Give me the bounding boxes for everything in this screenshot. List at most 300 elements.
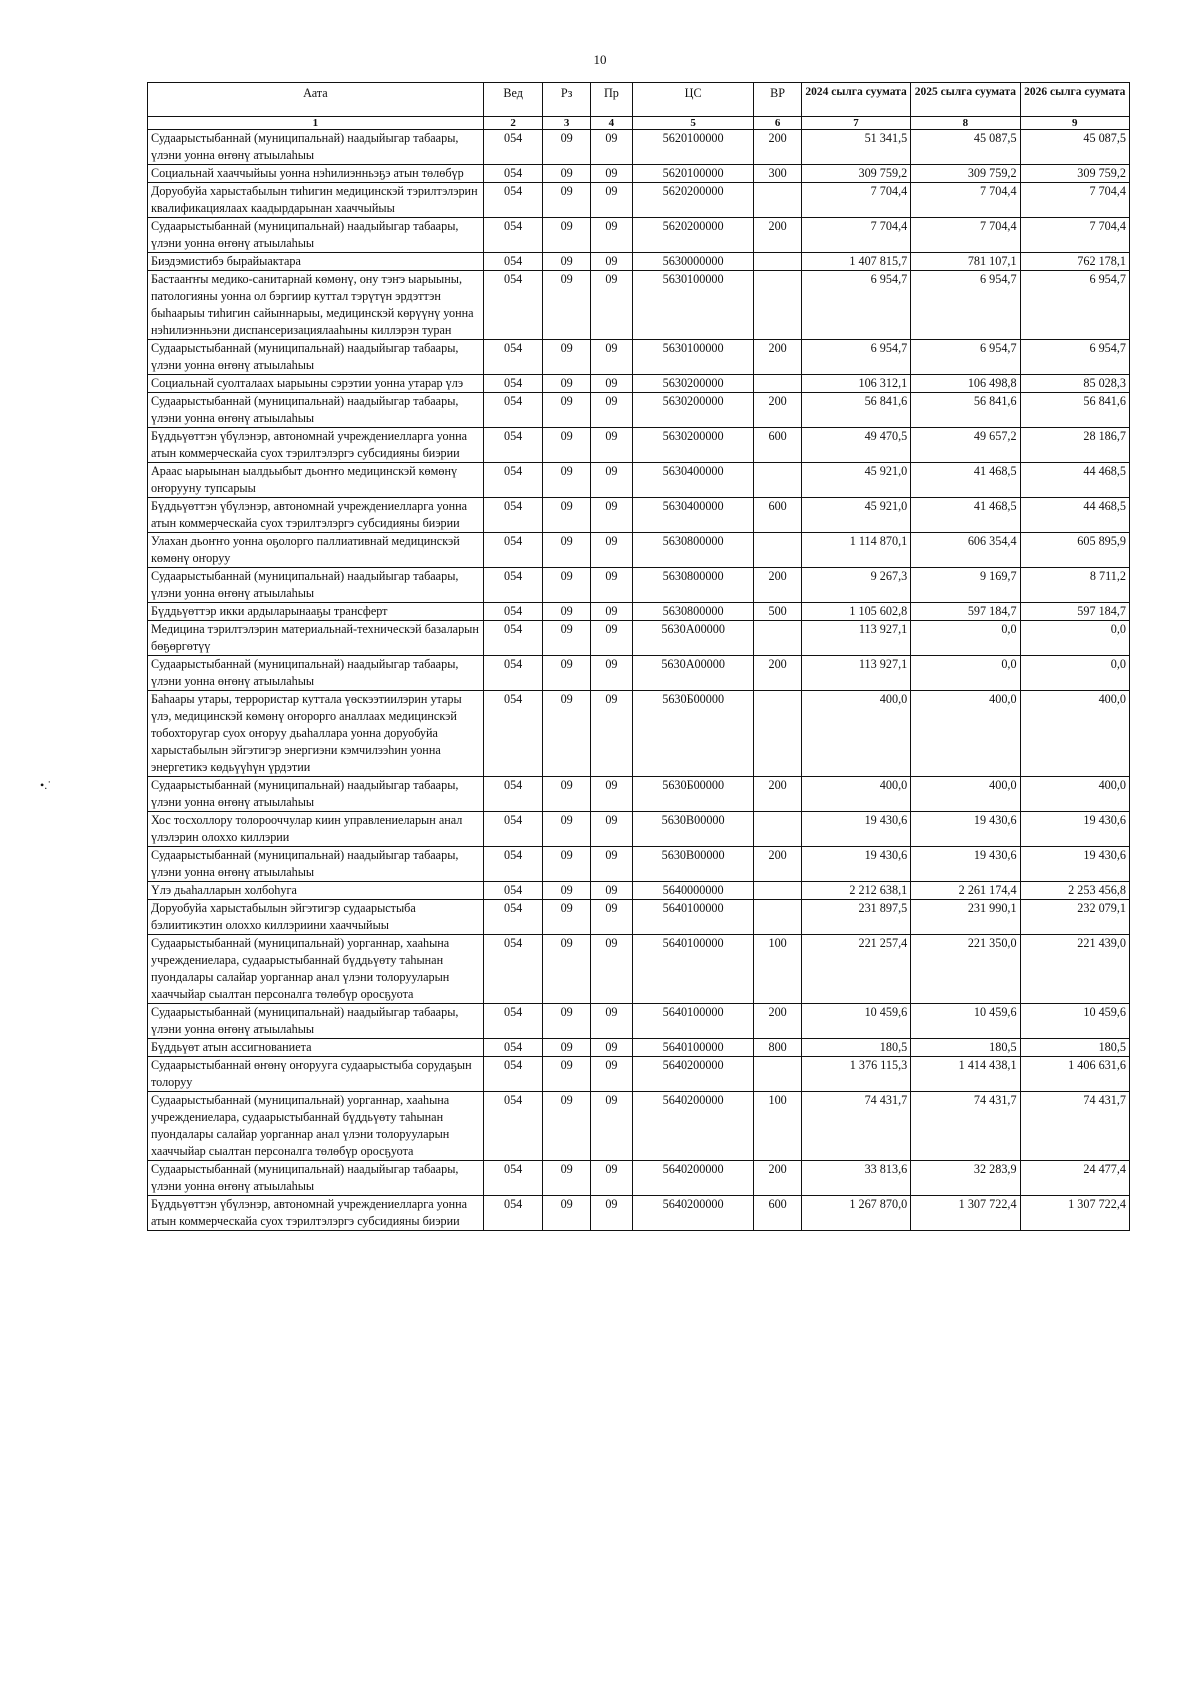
row-value-cell: 180,5: [1020, 1039, 1129, 1057]
table-row: [148, 1196, 1130, 1231]
row-value-cell: 221 350,0: [911, 935, 1020, 1004]
row-value-cell: 1 407 815,7: [801, 253, 910, 271]
row-value-cell: 09: [543, 463, 590, 498]
header-cell: ВР: [754, 83, 801, 117]
row-value-cell: 09: [590, 533, 632, 568]
row-value-cell: 5620200000: [632, 218, 754, 253]
row-value-cell: 400,0: [801, 777, 910, 812]
row-name-cell: Судаарыстыбаннай (муниципальнай) уорганнар, хааһына учреждениелара, судаарыстыбаннай бүддьүөту таһынан пуондалары салайар уорганнар анал үлэни толорууларын хааччыйар сыалтан персоналга төлөбүр оросҕуота: [148, 1092, 484, 1161]
row-value-cell: 054: [483, 130, 543, 165]
row-value-cell: 5630200000: [632, 375, 754, 393]
row-name-cell: Үлэ дьаһалларын холбоһуга: [148, 882, 484, 900]
row-name-cell: Биэдэмистибэ бырайыактара: [148, 253, 484, 271]
table-row: [148, 1057, 1130, 1092]
table-row: [148, 1092, 1130, 1161]
row-name-cell: Судаарыстыбаннай (муниципальнай) уорганнар, хааһына учреждениелара, судаарыстыбаннай бүддьүөту таһынан пуондалары салайар уорганнар анал үлэни толорууларын хааччыйар сыалтан персоналга төлөбүр оросҕуота: [148, 935, 484, 1004]
row-name-cell: Бастааҥҥы медико-санитарнай көмөнү, ону тэҥэ ыарыыны, патологияны уонна ол бэргиир куттал тэрүтүн эрдэттэн быһаарыы тиһигин сайыннарыы, медицинскэй көрүүнү уонна нэһилиэнньэни диспансеризациялааһыны киллэрэн туран: [148, 271, 484, 340]
table-row: [148, 183, 1130, 218]
row-value-cell: 054: [483, 498, 543, 533]
row-value-cell: 09: [590, 656, 632, 691]
table-row: [148, 656, 1130, 691]
row-value-cell: 09: [543, 1092, 590, 1161]
row-value-cell: 5630В00000: [632, 812, 754, 847]
table-row: [148, 130, 1130, 165]
row-value-cell: [754, 375, 801, 393]
row-value-cell: 054: [483, 340, 543, 375]
row-value-cell: 309 759,2: [911, 165, 1020, 183]
row-name-cell: Баһаары утары, террористар куттала үөскээтиилэрин утары үлэ, медицинскэй көмөнү оҥорорго аналлаах медицинскэй тобохторугар суох оҥоруу дьаһаллара уонна доруобуйа харыстабылын эйгэтигэр энергиэни кэмчилээһин уонна энергетикэ көдьүүһүн үрдэтии: [148, 691, 484, 777]
table-row: [148, 1039, 1130, 1057]
row-value-cell: 45 921,0: [801, 498, 910, 533]
row-value-cell: 5640100000: [632, 935, 754, 1004]
row-value-cell: [754, 463, 801, 498]
row-value-cell: 400,0: [1020, 777, 1129, 812]
row-value-cell: 200: [754, 1161, 801, 1196]
row-value-cell: 400,0: [801, 691, 910, 777]
header-cell: 2025 сылга суумата: [911, 83, 1020, 117]
row-name-cell: Улахан дьоҥҥо уонна оҕолорго паллиативнай медицинскэй көмөнү оҥоруу: [148, 533, 484, 568]
row-value-cell: 5630Б00000: [632, 691, 754, 777]
table-row: [148, 218, 1130, 253]
header-cell: Рз: [543, 83, 590, 117]
row-value-cell: 054: [483, 621, 543, 656]
row-value-cell: 200: [754, 568, 801, 603]
row-name-cell: Хос тосхоллору толорооччулар киин управлениеларын анал үлэлэрин олоххо киллэрии: [148, 812, 484, 847]
row-value-cell: 09: [590, 253, 632, 271]
row-value-cell: 09: [543, 271, 590, 340]
row-value-cell: 054: [483, 900, 543, 935]
row-value-cell: 09: [543, 218, 590, 253]
row-value-cell: 106 312,1: [801, 375, 910, 393]
row-name-cell: Бүддьүөттэн үбүлэнэр, автономнай учреждениелларга уонна атын коммерческайа суох тэрилтэлэргэ субсидияны биэрии: [148, 428, 484, 463]
row-value-cell: 8 711,2: [1020, 568, 1129, 603]
row-value-cell: 49 470,5: [801, 428, 910, 463]
row-name-cell: Судаарыстыбаннай (муниципальнай) наадыйыгар табаары, үлэни уонна өҥөнү атыылаһыы: [148, 656, 484, 691]
row-name-cell: Судаарыстыбаннай (муниципальнай) наадыйыгар табаары, үлэни уонна өҥөнү атыылаһыы: [148, 777, 484, 812]
row-value-cell: 09: [543, 253, 590, 271]
table-row: [148, 340, 1130, 375]
table-row: [148, 935, 1130, 1004]
row-value-cell: 5630В00000: [632, 847, 754, 882]
row-value-cell: 09: [590, 621, 632, 656]
row-value-cell: 054: [483, 656, 543, 691]
row-value-cell: [754, 1057, 801, 1092]
row-value-cell: [754, 882, 801, 900]
row-value-cell: 606 354,4: [911, 533, 1020, 568]
row-value-cell: 6 954,7: [801, 340, 910, 375]
table-row: [148, 498, 1130, 533]
row-value-cell: 113 927,1: [801, 656, 910, 691]
row-name-cell: Социальнай суолталаах ыарыыны сэрэтии уонна утарар үлэ: [148, 375, 484, 393]
row-value-cell: 09: [543, 1039, 590, 1057]
row-value-cell: 762 178,1: [1020, 253, 1129, 271]
row-value-cell: 600: [754, 428, 801, 463]
row-value-cell: 200: [754, 393, 801, 428]
column-number: 9: [1020, 117, 1129, 130]
table-row: [148, 900, 1130, 935]
row-value-cell: 2 212 638,1: [801, 882, 910, 900]
column-number: 8: [911, 117, 1020, 130]
row-value-cell: 5630000000: [632, 253, 754, 271]
row-name-cell: Судаарыстыбаннай (муниципальнай) наадыйыгар табаары, үлэни уонна өҥөнү атыылаһыы: [148, 847, 484, 882]
row-value-cell: 10 459,6: [911, 1004, 1020, 1039]
row-value-cell: 309 759,2: [801, 165, 910, 183]
header-cell: 2026 сылга суумата: [1020, 83, 1129, 117]
row-value-cell: 0,0: [1020, 656, 1129, 691]
row-name-cell: Судаарыстыбаннай өҥөнү оҥорууга судаарыстыба сорудаҕын толоруу: [148, 1057, 484, 1092]
row-value-cell: 41 468,5: [911, 498, 1020, 533]
row-value-cell: 19 430,6: [911, 812, 1020, 847]
row-value-cell: 054: [483, 218, 543, 253]
row-value-cell: 800: [754, 1039, 801, 1057]
row-value-cell: 300: [754, 165, 801, 183]
row-value-cell: 09: [590, 568, 632, 603]
row-value-cell: 054: [483, 812, 543, 847]
row-value-cell: 28 186,7: [1020, 428, 1129, 463]
row-value-cell: 5630800000: [632, 568, 754, 603]
row-value-cell: 09: [590, 165, 632, 183]
row-value-cell: 5630200000: [632, 393, 754, 428]
row-value-cell: 309 759,2: [1020, 165, 1129, 183]
row-value-cell: 200: [754, 656, 801, 691]
row-value-cell: 09: [543, 847, 590, 882]
row-value-cell: 5620200000: [632, 183, 754, 218]
table-row: [148, 777, 1130, 812]
row-value-cell: 5630800000: [632, 533, 754, 568]
row-value-cell: [754, 812, 801, 847]
page-number: 10: [593, 52, 607, 67]
row-value-cell: 09: [590, 1196, 632, 1231]
row-name-cell: Араас ыарыынан ыалдьыбыт дьоҥҥо медицинскэй көмөнү оҥорууну тупсарыы: [148, 463, 484, 498]
row-name-cell: Бүддьүөт атын ассигнованиета: [148, 1039, 484, 1057]
row-value-cell: 7 704,4: [1020, 183, 1129, 218]
row-value-cell: 6 954,7: [1020, 340, 1129, 375]
row-value-cell: 5640000000: [632, 882, 754, 900]
row-value-cell: 51 341,5: [801, 130, 910, 165]
row-value-cell: 09: [590, 340, 632, 375]
row-name-cell: Бүддьүөттэн үбүлэнэр, автономнай учреждениелларга уонна атын коммерческайа суох тэрилтэлэргэ субсидияны биэрии: [148, 498, 484, 533]
row-value-cell: 24 477,4: [1020, 1161, 1129, 1196]
row-name-cell: Социальнай хааччыйыы уонна нэһилиэнньэҕэ атын төлөбүр: [148, 165, 484, 183]
header-cell: Вед: [483, 83, 543, 117]
row-value-cell: 45 087,5: [1020, 130, 1129, 165]
row-value-cell: 09: [590, 183, 632, 218]
row-value-cell: 09: [590, 375, 632, 393]
row-value-cell: 0,0: [1020, 621, 1129, 656]
row-value-cell: 400,0: [911, 777, 1020, 812]
table-row: [148, 253, 1130, 271]
row-value-cell: 10 459,6: [801, 1004, 910, 1039]
row-value-cell: 054: [483, 935, 543, 1004]
table-body: [148, 130, 1130, 1231]
table-row: [148, 603, 1130, 621]
row-value-cell: 5640100000: [632, 900, 754, 935]
row-value-cell: 6 954,7: [911, 271, 1020, 340]
row-value-cell: 054: [483, 1004, 543, 1039]
table-row: [148, 393, 1130, 428]
scan-artifact: •.˙: [40, 778, 52, 792]
row-value-cell: 200: [754, 1004, 801, 1039]
row-value-cell: 09: [543, 165, 590, 183]
row-value-cell: 56 841,6: [911, 393, 1020, 428]
row-value-cell: 09: [543, 656, 590, 691]
row-value-cell: 1 406 631,6: [1020, 1057, 1129, 1092]
row-value-cell: 09: [543, 621, 590, 656]
row-value-cell: 1 376 115,3: [801, 1057, 910, 1092]
row-value-cell: 09: [543, 691, 590, 777]
row-value-cell: 09: [590, 935, 632, 1004]
row-value-cell: 106 498,8: [911, 375, 1020, 393]
row-value-cell: 19 430,6: [1020, 847, 1129, 882]
row-value-cell: 054: [483, 463, 543, 498]
row-value-cell: 9 169,7: [911, 568, 1020, 603]
row-value-cell: 054: [483, 375, 543, 393]
row-value-cell: [754, 533, 801, 568]
row-value-cell: 054: [483, 183, 543, 218]
row-value-cell: 054: [483, 1057, 543, 1092]
row-value-cell: 221 257,4: [801, 935, 910, 1004]
row-name-cell: Судаарыстыбаннай (муниципальнай) наадыйыгар табаары, үлэни уонна өҥөнү атыылаһыы: [148, 340, 484, 375]
row-value-cell: 5630400000: [632, 498, 754, 533]
row-value-cell: 054: [483, 691, 543, 777]
row-value-cell: 09: [590, 498, 632, 533]
row-value-cell: 5630200000: [632, 428, 754, 463]
row-value-cell: 19 430,6: [801, 847, 910, 882]
row-value-cell: 054: [483, 603, 543, 621]
row-value-cell: 09: [590, 393, 632, 428]
row-value-cell: 1 307 722,4: [1020, 1196, 1129, 1231]
row-value-cell: 600: [754, 1196, 801, 1231]
row-value-cell: 09: [590, 463, 632, 498]
row-value-cell: 054: [483, 428, 543, 463]
row-value-cell: 32 283,9: [911, 1161, 1020, 1196]
row-value-cell: 09: [543, 498, 590, 533]
row-value-cell: 054: [483, 1039, 543, 1057]
row-value-cell: 054: [483, 777, 543, 812]
row-value-cell: 232 079,1: [1020, 900, 1129, 935]
row-value-cell: 100: [754, 935, 801, 1004]
row-value-cell: 5640200000: [632, 1092, 754, 1161]
row-value-cell: 2 261 174,4: [911, 882, 1020, 900]
row-value-cell: [754, 253, 801, 271]
row-value-cell: 7 704,4: [801, 183, 910, 218]
row-value-cell: 400,0: [1020, 691, 1129, 777]
row-value-cell: 054: [483, 165, 543, 183]
column-number-row: [148, 117, 1130, 130]
row-value-cell: [754, 271, 801, 340]
table-row: [148, 847, 1130, 882]
row-value-cell: 09: [590, 777, 632, 812]
row-value-cell: 09: [543, 777, 590, 812]
row-value-cell: 44 468,5: [1020, 498, 1129, 533]
row-value-cell: 41 468,5: [911, 463, 1020, 498]
row-value-cell: 5630800000: [632, 603, 754, 621]
row-value-cell: 45 921,0: [801, 463, 910, 498]
row-value-cell: 09: [543, 882, 590, 900]
row-value-cell: 10 459,6: [1020, 1004, 1129, 1039]
row-value-cell: 5630100000: [632, 340, 754, 375]
row-value-cell: 5630А00000: [632, 656, 754, 691]
header-cell: ЦС: [632, 83, 754, 117]
row-value-cell: 781 107,1: [911, 253, 1020, 271]
row-value-cell: 44 468,5: [1020, 463, 1129, 498]
row-value-cell: 600: [754, 498, 801, 533]
row-value-cell: 5620100000: [632, 130, 754, 165]
row-value-cell: 7 704,4: [1020, 218, 1129, 253]
row-value-cell: 200: [754, 847, 801, 882]
column-number: 4: [590, 117, 632, 130]
row-value-cell: [754, 183, 801, 218]
row-value-cell: 231 897,5: [801, 900, 910, 935]
row-value-cell: 597 184,7: [1020, 603, 1129, 621]
row-value-cell: 054: [483, 1196, 543, 1231]
row-value-cell: 09: [543, 375, 590, 393]
table-row: [148, 1004, 1130, 1039]
row-value-cell: 200: [754, 340, 801, 375]
row-value-cell: 09: [543, 183, 590, 218]
table-row: [148, 271, 1130, 340]
row-name-cell: Доруобуйа харыстабылын тиһигин медицинскэй тэрилтэлэрин квалификациялаах каадырдарынан хааччыйыы: [148, 183, 484, 218]
row-value-cell: 605 895,9: [1020, 533, 1129, 568]
row-name-cell: Медицина тэрилтэлэрин материальнай-техническэй базаларын бөҕөргөтүү: [148, 621, 484, 656]
row-value-cell: 49 657,2: [911, 428, 1020, 463]
row-value-cell: 5640200000: [632, 1057, 754, 1092]
column-number: 3: [543, 117, 590, 130]
row-value-cell: 56 841,6: [1020, 393, 1129, 428]
table-row: [148, 621, 1130, 656]
row-value-cell: 09: [543, 130, 590, 165]
row-name-cell: Судаарыстыбаннай (муниципальнай) наадыйыгар табаары, үлэни уонна өҥөнү атыылаһыы: [148, 218, 484, 253]
column-number: 6: [754, 117, 801, 130]
header-cell: Пр: [590, 83, 632, 117]
row-value-cell: 200: [754, 218, 801, 253]
row-name-cell: Судаарыстыбаннай (муниципальнай) наадыйыгар табаары, үлэни уонна өҥөнү атыылаһыы: [148, 393, 484, 428]
row-value-cell: 054: [483, 393, 543, 428]
row-value-cell: 597 184,7: [911, 603, 1020, 621]
row-value-cell: 09: [543, 568, 590, 603]
row-value-cell: 054: [483, 1092, 543, 1161]
row-value-cell: 09: [543, 812, 590, 847]
row-value-cell: 5620100000: [632, 165, 754, 183]
row-value-cell: 200: [754, 777, 801, 812]
table-row: [148, 691, 1130, 777]
row-value-cell: 1 414 438,1: [911, 1057, 1020, 1092]
row-value-cell: 5640100000: [632, 1039, 754, 1057]
row-value-cell: 054: [483, 847, 543, 882]
row-value-cell: 45 087,5: [911, 130, 1020, 165]
row-value-cell: 5630Б00000: [632, 777, 754, 812]
row-value-cell: 100: [754, 1092, 801, 1161]
row-value-cell: 054: [483, 568, 543, 603]
row-value-cell: 054: [483, 533, 543, 568]
table-row: [148, 1161, 1130, 1196]
row-value-cell: 09: [590, 1004, 632, 1039]
table-row: [148, 428, 1130, 463]
column-number: 7: [801, 117, 910, 130]
row-value-cell: 5630400000: [632, 463, 754, 498]
row-value-cell: 5630А00000: [632, 621, 754, 656]
row-value-cell: 0,0: [911, 621, 1020, 656]
row-value-cell: 1 307 722,4: [911, 1196, 1020, 1231]
row-name-cell: Бүддьүөттэр икки ардыларынааҕы трансферт: [148, 603, 484, 621]
row-name-cell: Бүддьүөттэн үбүлэнэр, автономнай учреждениелларга уонна атын коммерческайа суох тэрилтэлэргэ субсидияны биэрии: [148, 1196, 484, 1231]
row-value-cell: 500: [754, 603, 801, 621]
row-value-cell: 09: [590, 1092, 632, 1161]
row-value-cell: 2 253 456,8: [1020, 882, 1129, 900]
row-value-cell: 74 431,7: [801, 1092, 910, 1161]
row-value-cell: 74 431,7: [911, 1092, 1020, 1161]
row-value-cell: 19 430,6: [1020, 812, 1129, 847]
row-value-cell: 5640200000: [632, 1196, 754, 1231]
row-value-cell: [754, 621, 801, 656]
header-cell: 2024 сылга суумата: [801, 83, 910, 117]
row-value-cell: 7 704,4: [911, 183, 1020, 218]
row-value-cell: 113 927,1: [801, 621, 910, 656]
row-value-cell: 054: [483, 253, 543, 271]
row-value-cell: 6 954,7: [1020, 271, 1129, 340]
row-name-cell: Судаарыстыбаннай (муниципальнай) наадыйыгар табаары, үлэни уонна өҥөнү атыылаһыы: [148, 130, 484, 165]
row-value-cell: 09: [543, 428, 590, 463]
row-value-cell: 231 990,1: [911, 900, 1020, 935]
row-value-cell: 09: [590, 271, 632, 340]
row-value-cell: 33 813,6: [801, 1161, 910, 1196]
row-value-cell: 054: [483, 1161, 543, 1196]
row-value-cell: 9 267,3: [801, 568, 910, 603]
row-value-cell: 180,5: [911, 1039, 1020, 1057]
row-name-cell: Судаарыстыбаннай (муниципальнай) наадыйыгар табаары, үлэни уонна өҥөнү атыылаһыы: [148, 1161, 484, 1196]
row-value-cell: 09: [590, 691, 632, 777]
row-name-cell: Судаарыстыбаннай (муниципальнай) наадыйыгар табаары, үлэни уонна өҥөнү атыылаһыы: [148, 1004, 484, 1039]
row-value-cell: 09: [543, 1196, 590, 1231]
row-value-cell: 5640100000: [632, 1004, 754, 1039]
row-value-cell: 09: [590, 1057, 632, 1092]
row-value-cell: 09: [590, 812, 632, 847]
row-value-cell: 09: [590, 882, 632, 900]
row-value-cell: 09: [543, 393, 590, 428]
row-value-cell: 221 439,0: [1020, 935, 1129, 1004]
row-value-cell: 054: [483, 882, 543, 900]
row-value-cell: 09: [590, 900, 632, 935]
table-row: [148, 165, 1130, 183]
row-value-cell: 09: [543, 340, 590, 375]
column-number: 5: [632, 117, 754, 130]
row-value-cell: 180,5: [801, 1039, 910, 1057]
row-value-cell: 09: [590, 1039, 632, 1057]
row-value-cell: 09: [590, 130, 632, 165]
row-value-cell: 7 704,4: [801, 218, 910, 253]
row-value-cell: 09: [590, 847, 632, 882]
row-value-cell: 09: [590, 218, 632, 253]
row-value-cell: 85 028,3: [1020, 375, 1129, 393]
table-row: [148, 882, 1130, 900]
row-value-cell: 09: [543, 1161, 590, 1196]
row-value-cell: 09: [590, 603, 632, 621]
row-value-cell: 0,0: [911, 656, 1020, 691]
row-value-cell: [754, 900, 801, 935]
table-row: [148, 463, 1130, 498]
table-row: [148, 812, 1130, 847]
row-value-cell: 6 954,7: [801, 271, 910, 340]
row-value-cell: 09: [543, 900, 590, 935]
row-value-cell: 200: [754, 130, 801, 165]
row-value-cell: 09: [543, 935, 590, 1004]
row-value-cell: 09: [543, 603, 590, 621]
row-value-cell: 09: [543, 1004, 590, 1039]
row-value-cell: [754, 691, 801, 777]
column-number: 2: [483, 117, 543, 130]
row-value-cell: 5640200000: [632, 1161, 754, 1196]
row-value-cell: 74 431,7: [1020, 1092, 1129, 1161]
